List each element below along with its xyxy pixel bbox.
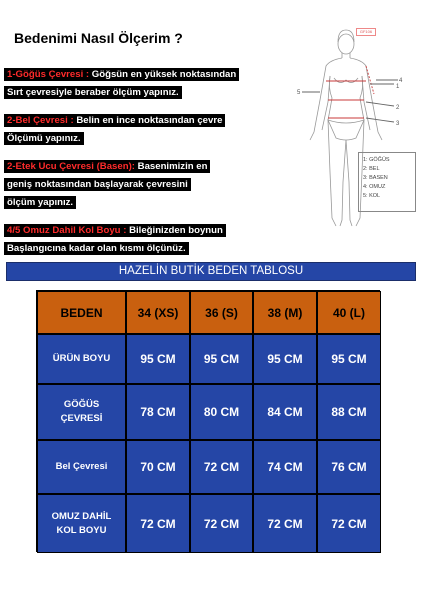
instruction-line: Sırt çevresiyle beraber ölçüm yapınız.	[4, 86, 182, 99]
legend-item: 2: BEL	[363, 166, 380, 172]
row-label: OMUZ DAHİL KOL BOYU	[37, 494, 126, 553]
instruction-text: Bileğinizden boynun	[126, 225, 223, 236]
table-cell: 72 CM	[190, 494, 253, 553]
instruction-line	[4, 224, 226, 237]
instruction-text: Basenimizin en	[134, 161, 208, 172]
table-cell: 72 CM	[317, 494, 381, 553]
instruction-line: Başlangıcına kadar olan kısmı ölçünüz.	[4, 242, 189, 255]
table-cell: 95 CM	[126, 334, 190, 384]
column-header: 36 (S)	[190, 291, 253, 334]
instruction-chest	[4, 64, 239, 100]
instruction-line	[4, 68, 239, 81]
instruction-line	[4, 114, 225, 127]
size-table-header: HAZELİN BUTİK BEDEN TABLOSU	[6, 262, 416, 281]
figure-marker: 1	[396, 84, 400, 90]
table-cell: 84 CM	[253, 384, 317, 440]
instruction-label: 2-Etek Ucu Çevresi (Basen):	[7, 161, 135, 172]
table-cell: 88 CM	[317, 384, 381, 440]
table-cell: 80 CM	[190, 384, 253, 440]
page-title: Bedenimi Nasıl Ölçerim ?	[14, 30, 183, 46]
instruction-label: 4/5 Omuz Dahil Kol Boyu :	[7, 225, 127, 236]
table-cell: 72 CM	[253, 494, 317, 553]
table-cell: 72 CM	[190, 440, 253, 494]
table-cell: 95 CM	[253, 334, 317, 384]
figure-marker: 2	[396, 105, 400, 111]
legend-item: 5: KOL	[363, 193, 381, 199]
instruction-waist	[4, 110, 225, 146]
figure-marker: 4	[399, 78, 403, 84]
figure-tag: GF106	[356, 28, 376, 36]
legend-item: 4: OMUZ	[363, 184, 386, 190]
instruction-sleeve	[4, 220, 226, 256]
row-label: ÜRÜN BOYU	[37, 334, 126, 384]
column-header: 38 (M)	[253, 291, 317, 334]
row-label: GÖĞÜS ÇEVRESİ	[37, 384, 126, 440]
instruction-line: Ölçümü yapınız.	[4, 132, 84, 145]
table-cell: 95 CM	[317, 334, 381, 384]
table-cell: 76 CM	[317, 440, 381, 494]
table-cell: 95 CM	[190, 334, 253, 384]
instruction-text: Belin en ince noktasından çevre	[73, 115, 223, 126]
instruction-line	[4, 160, 210, 173]
row-label: Bel Çevresi	[37, 440, 126, 494]
legend-item: 1: GÖĞÜS	[363, 157, 390, 163]
figure-marker: 3	[396, 121, 400, 127]
size-table	[36, 290, 380, 552]
figure-legend	[358, 152, 416, 212]
instruction-hip	[4, 156, 210, 210]
instruction-line: ölçüm yapınız.	[4, 196, 76, 209]
table-cell: 74 CM	[253, 440, 317, 494]
column-header: 34 (XS)	[126, 291, 190, 334]
figure-marker: 5	[297, 90, 301, 96]
table-cell: 70 CM	[126, 440, 190, 494]
instruction-label: 2-Bel Çevresi :	[7, 115, 74, 126]
instruction-text: Göğsün en yüksek noktasından	[89, 69, 237, 80]
table-cell: 78 CM	[126, 384, 190, 440]
instruction-line: geniş noktasından başlayarak çevresini	[4, 178, 191, 191]
column-header: BEDEN	[37, 291, 126, 334]
legend-item: 3: BASEN	[363, 175, 388, 181]
column-header: 40 (L)	[317, 291, 381, 334]
table-cell: 72 CM	[126, 494, 190, 553]
instruction-label: 1-Göğüs Çevresi :	[7, 69, 90, 80]
